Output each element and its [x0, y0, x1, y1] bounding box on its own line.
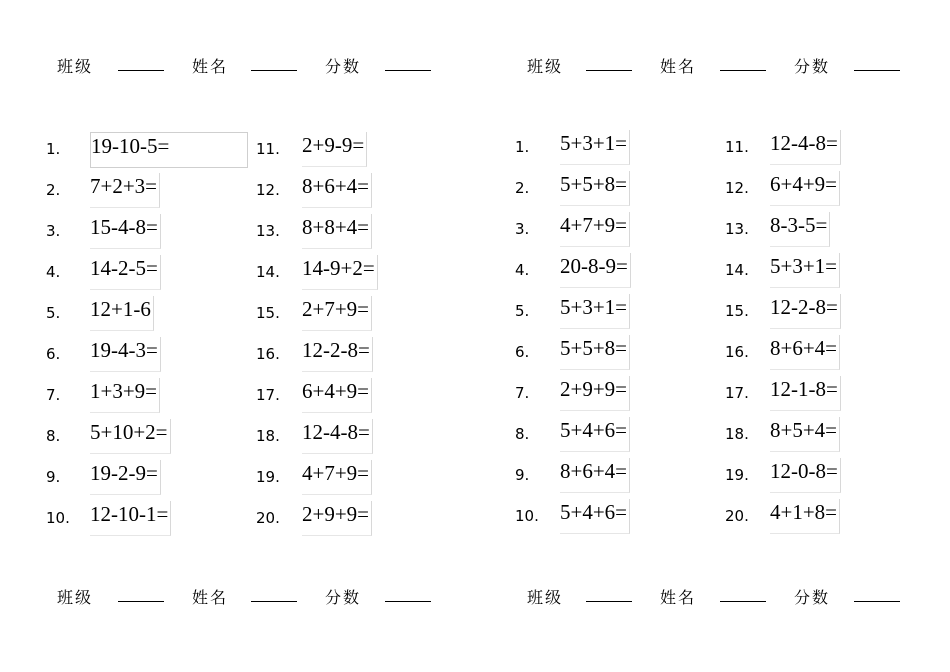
header-bottom-right [527, 585, 907, 605]
problem-item [46, 419, 246, 457]
problem-item [515, 171, 715, 209]
problem-item [46, 173, 246, 211]
problem-number: 6. [515, 343, 530, 361]
problem-number: 11. [725, 138, 749, 156]
problem-item [725, 212, 925, 250]
name-label: 姓名 [660, 588, 697, 607]
problem-number: 16. [725, 343, 749, 361]
problem-item [256, 378, 456, 416]
problem-number: 20. [725, 507, 749, 525]
problem-item [515, 335, 715, 373]
problem-item [515, 376, 715, 414]
problem-item [515, 458, 715, 496]
problem-item [256, 460, 456, 498]
problem-number: 9. [515, 466, 530, 484]
problem-item [46, 214, 246, 252]
problem-expression: 4+7+9= [302, 460, 372, 495]
problem-expression: 12-2-8= [302, 337, 373, 372]
class-label: 班级 [527, 57, 564, 76]
problem-expression: 4+1+8= [770, 499, 840, 534]
problem-expression: 8+6+4= [770, 335, 840, 370]
problem-expression: 5+4+6= [560, 499, 630, 534]
problem-number: 10. [46, 509, 70, 527]
name-blank[interactable] [251, 70, 297, 71]
problem-expression: 8-3-5= [770, 212, 830, 247]
problem-expression: 5+3+1= [560, 294, 630, 329]
name-blank[interactable] [251, 601, 297, 602]
problem-expression: 5+3+1= [770, 253, 840, 288]
problem-number: 3. [515, 220, 530, 238]
name-label: 姓名 [192, 588, 229, 607]
name-label: 姓名 [660, 57, 697, 76]
problem-number: 18. [256, 427, 280, 445]
problem-number: 19. [256, 468, 280, 486]
problem-number: 6. [46, 345, 61, 363]
problem-expression: 7+2+3= [90, 173, 160, 208]
problem-expression: 14-9+2= [302, 255, 378, 290]
problem-number: 8. [515, 425, 530, 443]
problem-number: 4. [46, 263, 61, 281]
score-blank[interactable] [854, 601, 900, 602]
problem-number: 7. [515, 384, 530, 402]
problem-expression: 19-2-9= [90, 460, 161, 495]
problem-item [256, 296, 456, 334]
score-label: 分数 [794, 588, 831, 607]
problem-item [515, 294, 715, 332]
problem-expression: 12-0-8= [770, 458, 841, 493]
problem-number: 3. [46, 222, 61, 240]
problem-number: 5. [46, 304, 61, 322]
problem-expression: 12-10-1= [90, 501, 171, 536]
class-label: 班级 [57, 57, 94, 76]
problem-expression: 8+6+4= [302, 173, 372, 208]
problem-item [725, 253, 925, 291]
class-blank[interactable] [586, 70, 632, 71]
problem-expression: 12-4-8= [770, 130, 841, 165]
problem-item [725, 130, 925, 168]
problem-expression: 2+9+9= [302, 501, 372, 536]
problem-number: 12. [725, 179, 749, 197]
problem-number: 14. [725, 261, 749, 279]
problem-number: 18. [725, 425, 749, 443]
problem-expression: 15-4-8= [90, 214, 161, 249]
score-label: 分数 [325, 588, 362, 607]
problem-number: 15. [256, 304, 280, 322]
problem-item [725, 294, 925, 332]
problem-expression: 19-10-5= [90, 132, 248, 168]
problem-item [256, 501, 456, 539]
problem-item [256, 132, 456, 170]
class-blank[interactable] [118, 601, 164, 602]
problem-number: 20. [256, 509, 280, 527]
problem-item [46, 378, 246, 416]
problem-number: 12. [256, 181, 280, 199]
problem-item [515, 499, 715, 537]
name-blank[interactable] [720, 70, 766, 71]
header-top-left [57, 54, 437, 74]
problem-number: 11. [256, 140, 280, 158]
problem-number: 13. [725, 220, 749, 238]
problem-expression: 14-2-5= [90, 255, 161, 290]
problem-expression: 4+7+9= [560, 212, 630, 247]
problem-number: 7. [46, 386, 61, 404]
name-label: 姓名 [192, 57, 229, 76]
problem-number: 1. [46, 140, 61, 158]
problem-number: 19. [725, 466, 749, 484]
problem-number: 4. [515, 261, 530, 279]
problem-item [515, 130, 715, 168]
problem-expression: 5+10+2= [90, 419, 171, 454]
problem-item [515, 253, 715, 291]
class-blank[interactable] [586, 601, 632, 602]
problem-number: 13. [256, 222, 280, 240]
problem-expression: 2+7+9= [302, 296, 372, 331]
problem-number: 17. [256, 386, 280, 404]
problem-expression: 8+8+4= [302, 214, 372, 249]
problem-expression: 12+1-6 [90, 296, 154, 331]
class-blank[interactable] [118, 70, 164, 71]
problem-number: 1. [515, 138, 530, 156]
problem-item [256, 337, 456, 375]
problem-number: 14. [256, 263, 280, 281]
problem-item [46, 460, 246, 498]
name-blank[interactable] [720, 601, 766, 602]
problem-item [515, 417, 715, 455]
problem-item [46, 255, 246, 293]
problem-number: 10. [515, 507, 539, 525]
problem-number: 8. [46, 427, 61, 445]
header-top-right [527, 54, 907, 74]
problem-item [725, 376, 925, 414]
problem-item [256, 173, 456, 211]
problem-expression: 12-1-8= [770, 376, 841, 411]
score-blank[interactable] [854, 70, 900, 71]
class-label: 班级 [57, 588, 94, 607]
problem-number: 2. [46, 181, 61, 199]
problem-number: 5. [515, 302, 530, 320]
problem-expression: 5+4+6= [560, 417, 630, 452]
class-label: 班级 [527, 588, 564, 607]
problem-item [46, 337, 246, 375]
problem-expression: 6+4+9= [302, 378, 372, 413]
problem-item [46, 296, 246, 334]
problem-item [46, 501, 246, 539]
problem-expression: 5+3+1= [560, 130, 630, 165]
score-label: 分数 [325, 57, 362, 76]
score-blank[interactable] [385, 70, 431, 71]
problem-number: 16. [256, 345, 280, 363]
problem-number: 2. [515, 179, 530, 197]
problem-expression: 5+5+8= [560, 335, 630, 370]
problem-item [725, 499, 925, 537]
problem-expression: 19-4-3= [90, 337, 161, 372]
score-blank[interactable] [385, 601, 431, 602]
problem-expression: 8+5+4= [770, 417, 840, 452]
problem-item [256, 419, 456, 457]
problem-item [725, 458, 925, 496]
problem-item [725, 417, 925, 455]
problem-item [725, 335, 925, 373]
header-bottom-left [57, 585, 437, 605]
problem-item [256, 255, 456, 293]
problem-number: 17. [725, 384, 749, 402]
score-label: 分数 [794, 57, 831, 76]
problem-expression: 2+9-9= [302, 132, 367, 167]
problem-expression: 20-8-9= [560, 253, 631, 288]
problem-expression: 5+5+8= [560, 171, 630, 206]
problem-expression: 8+6+4= [560, 458, 630, 493]
problem-number: 9. [46, 468, 61, 486]
problem-item [725, 171, 925, 209]
problem-expression: 12-2-8= [770, 294, 841, 329]
problem-expression: 1+3+9= [90, 378, 160, 413]
problem-item [515, 212, 715, 250]
problem-expression: 6+4+9= [770, 171, 840, 206]
problem-number: 15. [725, 302, 749, 320]
problem-expression: 2+9+9= [560, 376, 630, 411]
problem-item [46, 132, 246, 170]
problem-expression: 12-4-8= [302, 419, 373, 454]
problem-item [256, 214, 456, 252]
